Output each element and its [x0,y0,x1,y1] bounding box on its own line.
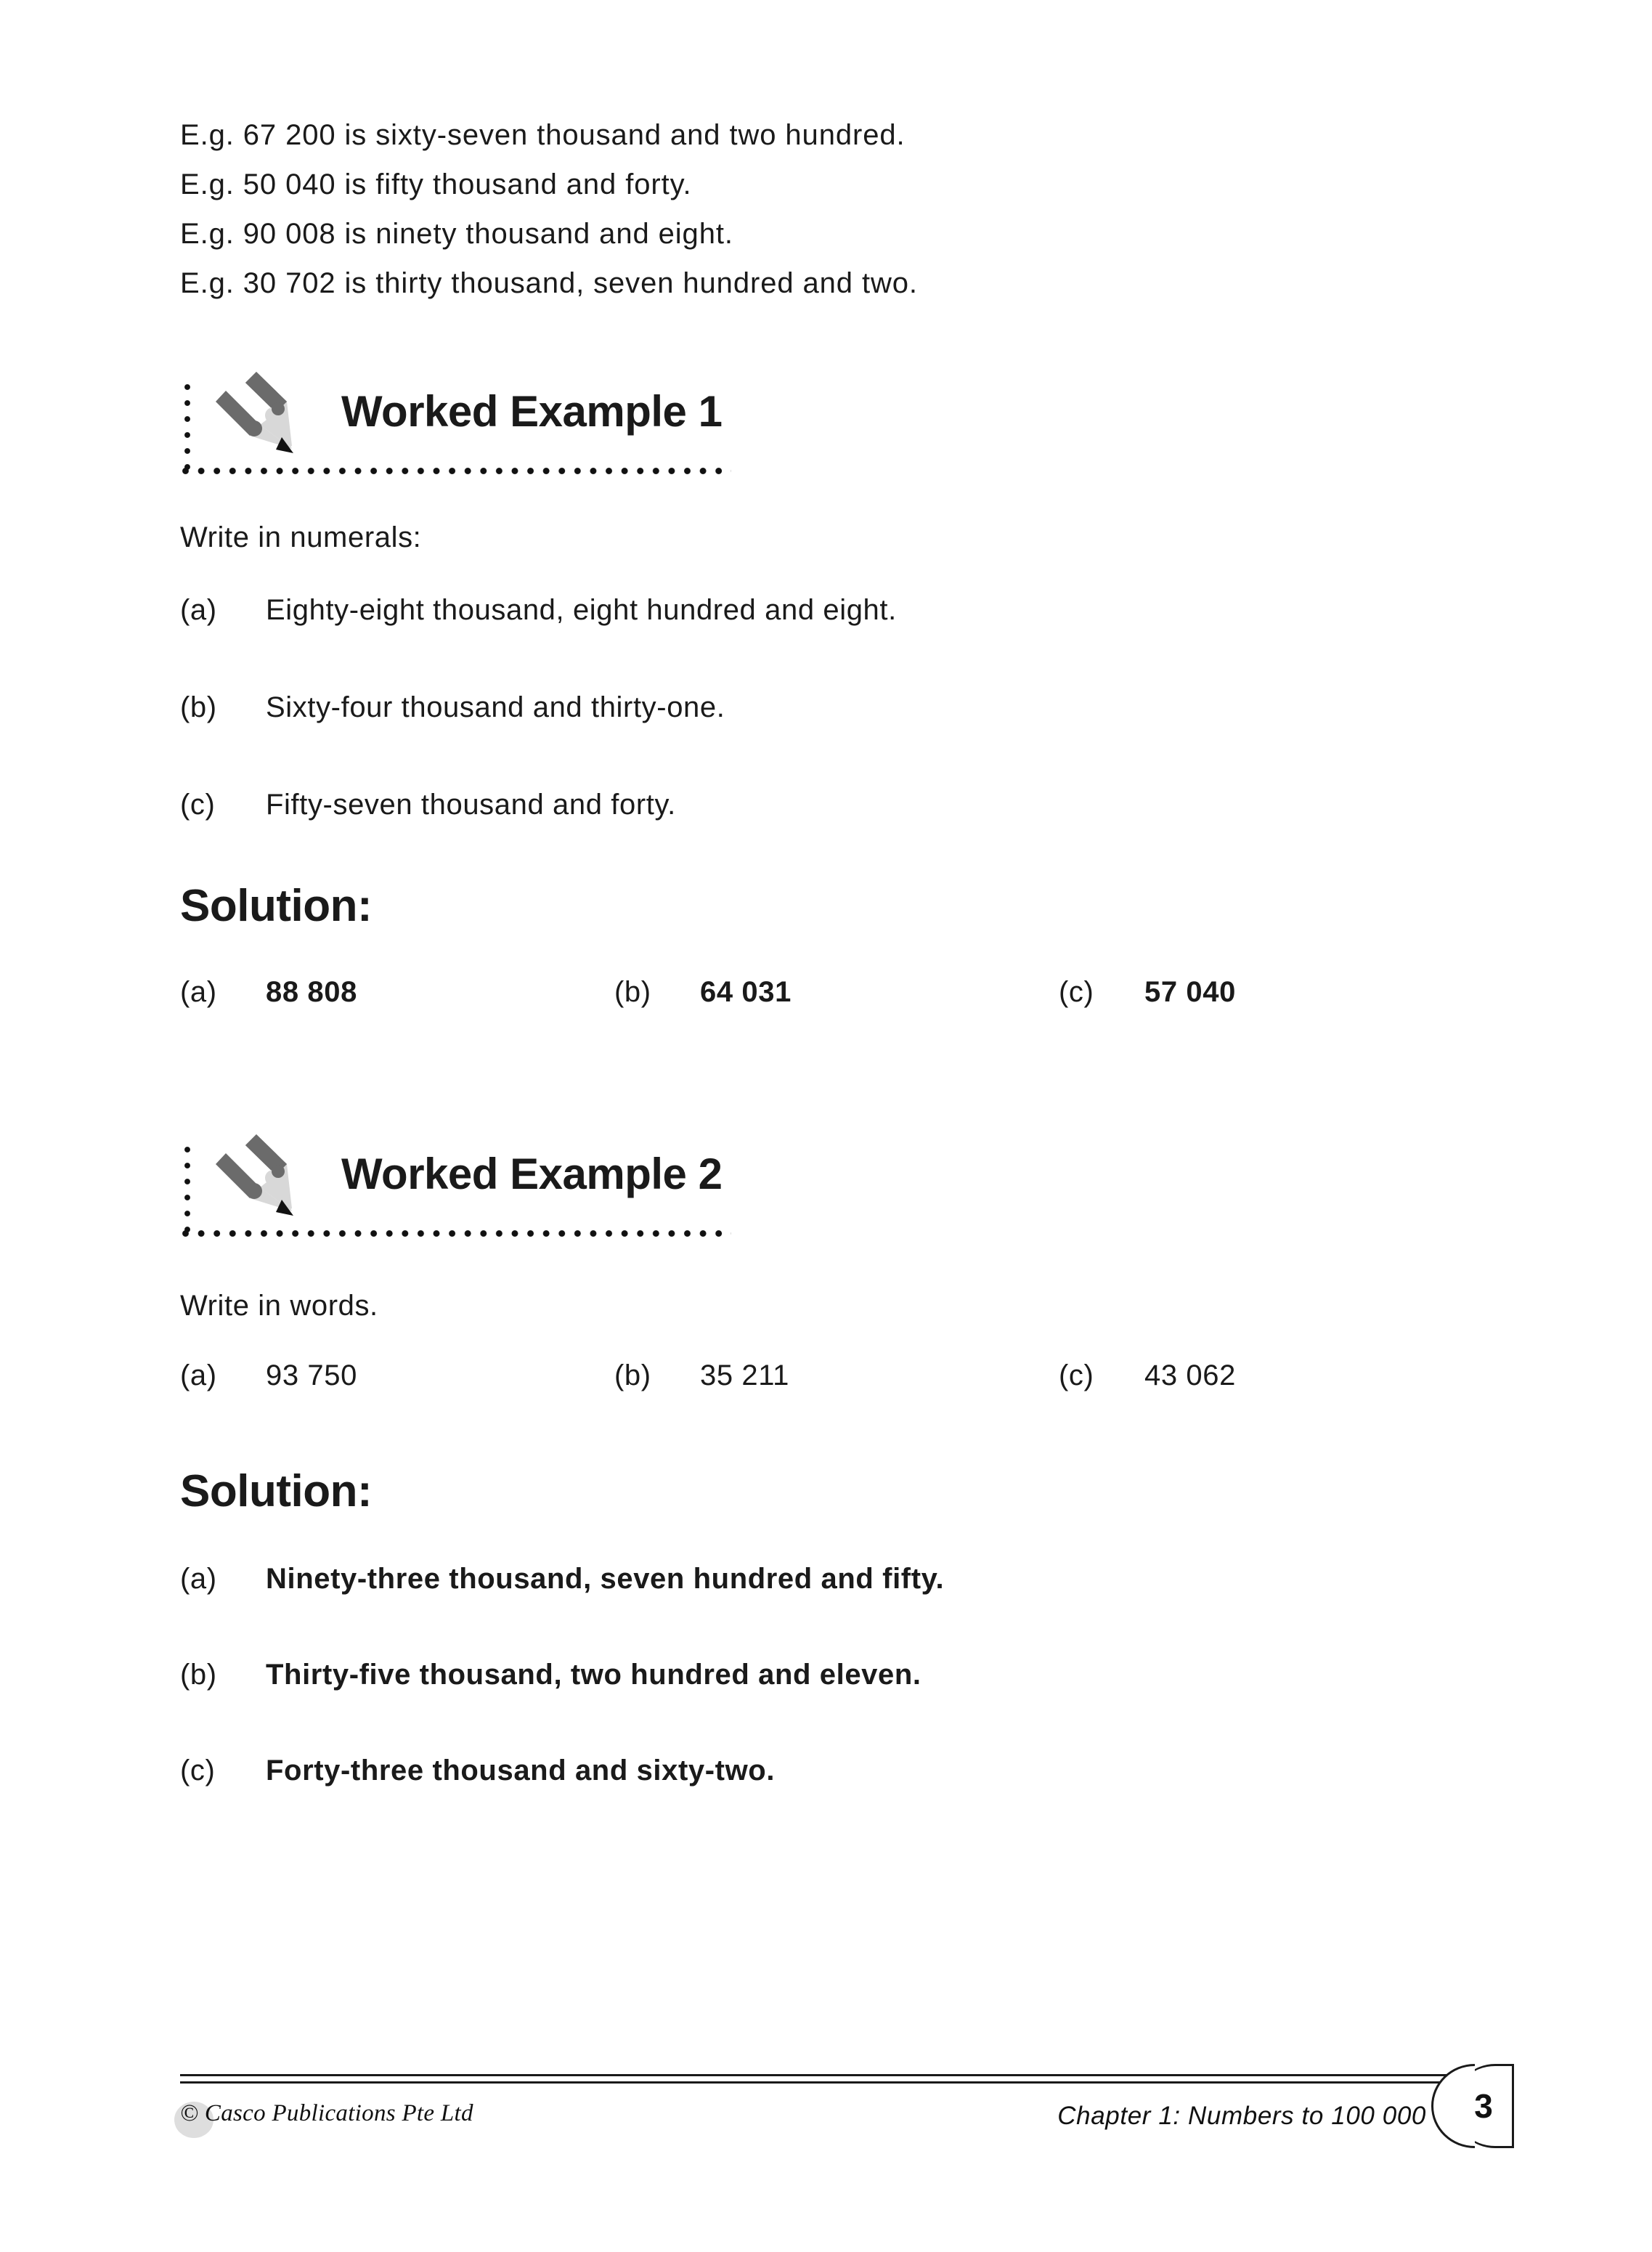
question-row [180,1357,1516,1397]
answer-label: (c) [180,1755,216,1786]
answer-row [180,973,1516,1014]
question-row [180,688,1516,729]
example-line: E.g. 90 008 is ninety thousand and eight. [180,218,733,250]
pencil-icon [183,367,299,475]
question-item [180,1357,357,1394]
example-line: E.g. 30 702 is thirty thousand, seven hundred and two. [180,267,918,299]
answer-item [180,1656,921,1694]
solution-heading: Solution: [180,881,373,931]
answer-item [614,973,792,1011]
answer-item [180,973,357,1011]
page-footer [180,2074,1516,2198]
example-line: E.g. 67 200 is sixty-seven thousand and two hundred. [180,119,906,151]
answer-text: Forty-three thousand and sixty-two. [266,1755,776,1786]
answer-row [180,1560,1516,1601]
answer-label: (b) [180,1659,217,1691]
example-list [180,110,1516,308]
answer-item [1059,973,1236,1011]
question-text: 35 211 [700,1359,789,1391]
worked-example-1-prompt: Write in numerals: [180,521,422,553]
question-item [180,786,676,824]
question-text: Sixty-four thousand and thirty-one. [266,691,725,723]
answer-text: 88 808 [266,976,357,1008]
question-text: Fifty-seven thousand and forty. [266,789,676,821]
question-label: (a) [180,1359,217,1391]
worked-example-1-title: Worked Example 1 [341,387,723,436]
question-label: (c) [180,789,216,821]
question-row [180,591,1516,632]
worked-example-2-title: Worked Example 2 [341,1150,723,1198]
question-label: (a) [180,594,217,626]
answer-text: Ninety-three thousand, seven hundred and fifty. [266,1563,945,1595]
question-label: (b) [614,1359,651,1391]
page-number-tab [1453,2064,1514,2148]
chapter-label: Chapter 1: Numbers to 100 000 [1057,2102,1426,2130]
worked-example-2-prompt: Write in words. [180,1290,378,1322]
answer-label: (a) [180,1563,217,1595]
question-text: Eighty-eight thousand, eight hundred and eight. [266,594,897,626]
solution-heading: Solution: [180,1466,373,1516]
question-item [180,688,725,726]
example-line: E.g. 50 040 is fifty thousand and forty. [180,168,692,200]
answer-label: (c) [1059,976,1094,1008]
page-number: 3 [1474,2087,1493,2125]
answer-item [180,1752,775,1789]
question-label: (b) [180,691,217,723]
answer-label: (a) [180,976,217,1008]
pencil-icon [183,1130,299,1237]
copyright-block [180,2074,587,2161]
worked-example-2-header [180,1124,906,1240]
question-text: 43 062 [1144,1359,1236,1391]
answer-row [180,1656,1516,1696]
answer-row [180,1752,1516,1792]
question-text: 93 750 [266,1359,357,1391]
answer-text: 64 031 [700,976,792,1008]
worked-example-1-header [180,362,906,478]
question-item [1059,1357,1236,1394]
answer-text: 57 040 [1144,976,1236,1008]
question-item [180,591,897,629]
question-row [180,786,1516,826]
question-item [614,1357,789,1394]
copyright-text: © Casco Publications Pte Ltd [180,2100,473,2126]
answer-text: Thirty-five thousand, two hundred and eleven. [266,1659,921,1691]
answer-label: (b) [614,976,651,1008]
answer-item [180,1560,944,1598]
question-label: (c) [1059,1359,1094,1391]
